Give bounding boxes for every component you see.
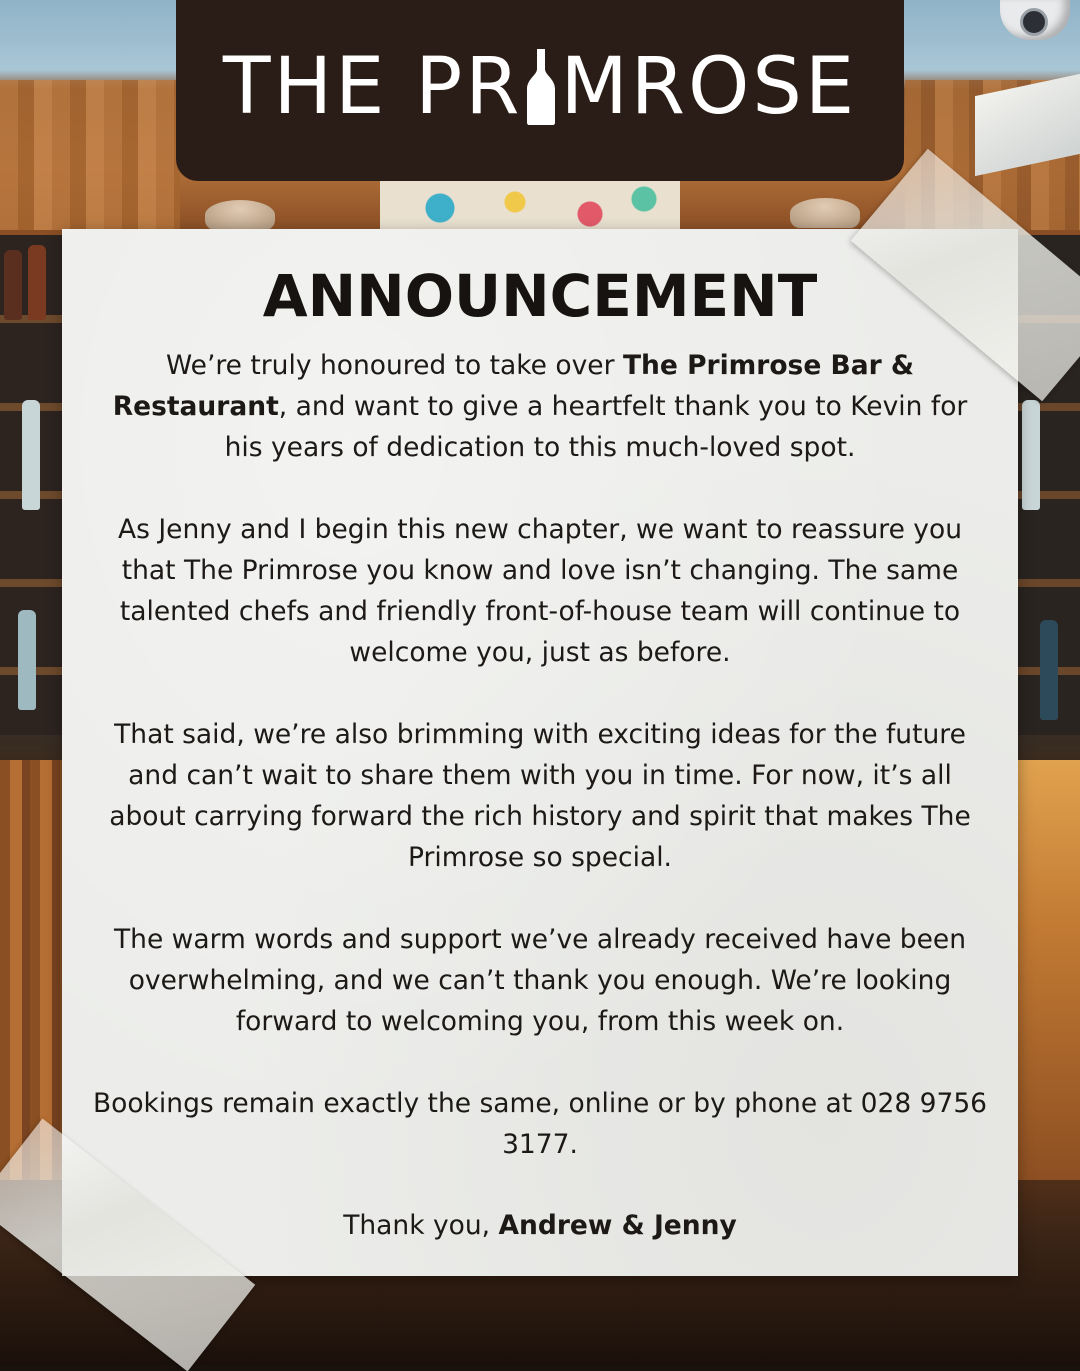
bar-counter-left — [0, 760, 70, 1180]
logo-text-left: THE PR — [222, 41, 523, 132]
announcement-headline: ANNOUNCEMENT — [262, 262, 818, 330]
intro-text-start: We’re truly honoured to take over — [165, 350, 623, 381]
bottle — [22, 400, 40, 510]
bottle — [1040, 620, 1058, 720]
wine-bottle-icon — [524, 49, 558, 125]
intro-text-end: , and want to give a heartfelt thank you to Kevin for his years of dedication to this much-loved spot. — [224, 391, 968, 463]
logo-banner — [176, 0, 904, 181]
paragraph-bookings: Bookings remain exactly the same, online or by phone at 028 9756 3177. — [92, 1088, 988, 1160]
logo-text-right: MROSE — [560, 41, 858, 132]
signoff-text: Thank you, — [343, 1210, 499, 1241]
bar-counter-right — [1012, 760, 1080, 1180]
wood-panel-left — [0, 80, 180, 230]
announcement-body — [90, 345, 990, 1206]
paragraph-future: That said, we’re also brimming with exciting ideas for the future and can’t wait to share them with you in time. For now, it’s all about carrying forward the rich history and spirit that makes The Primrose so special. — [109, 719, 971, 873]
pendant-lamp — [790, 198, 860, 228]
pendant-lamp — [205, 200, 275, 230]
paragraph-new-chapter: As Jenny and I begin this new chapter, we want to reassure you that The Primrose you know and love isn’t changing. The same talented chefs and friendly front-of-house team will continue to welcome you, just as before. — [117, 514, 962, 668]
brand-logo — [222, 41, 858, 132]
bottle — [1022, 400, 1040, 510]
venue-name: The Primrose Bar & Restaurant — [112, 350, 914, 422]
signoff-names: Andrew & Jenny — [498, 1210, 737, 1241]
paragraph-intro — [90, 345, 990, 468]
paragraph-thanks: The warm words and support we’ve already received have been overwhelming, and we can’t thank you enough. We’re looking forward to welcoming you, from this week on. — [113, 924, 967, 1037]
bottle — [18, 610, 36, 710]
cctv-camera-icon — [1000, 0, 1070, 40]
